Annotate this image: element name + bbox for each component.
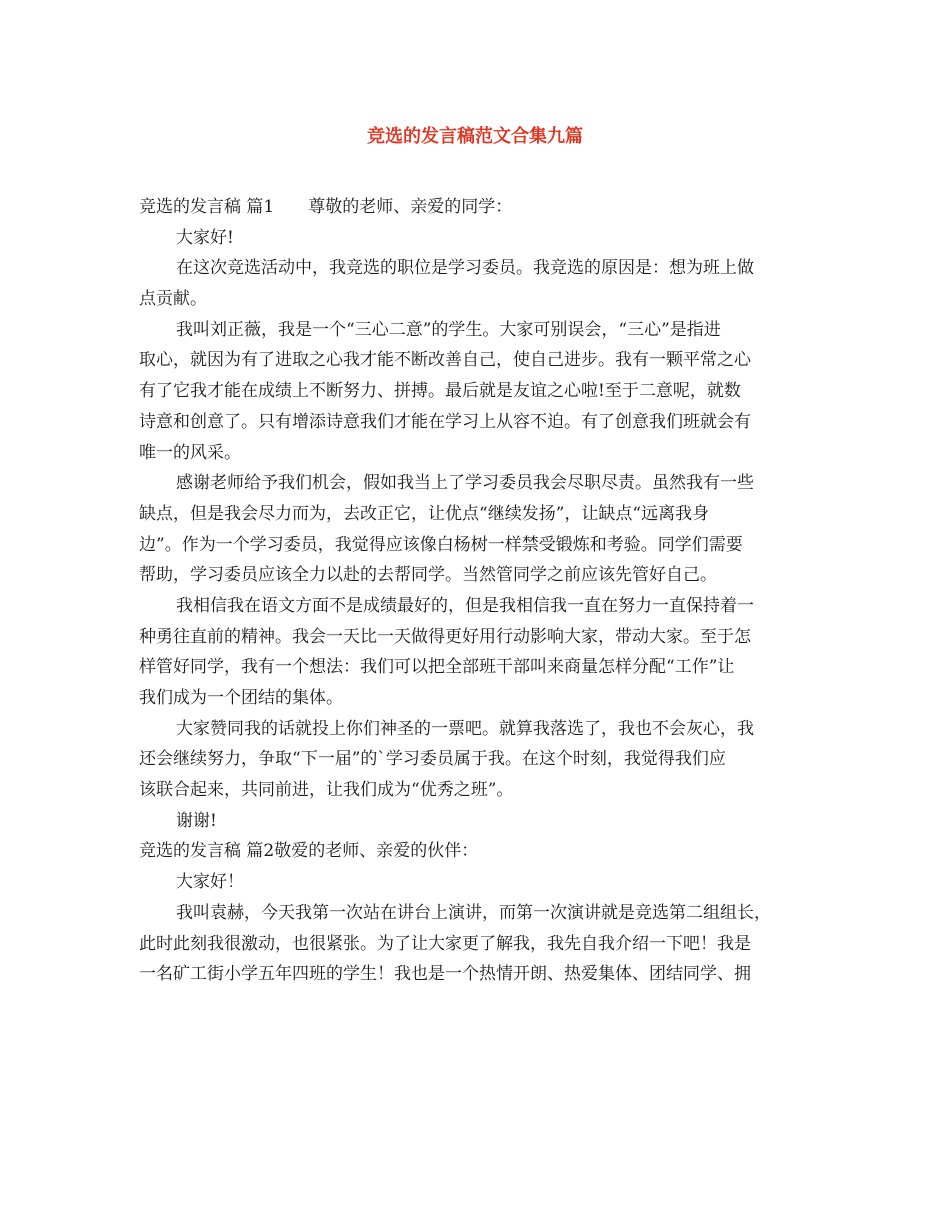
paragraph-line: 我叫刘正薇，我是一个“三心二意”的学生。大家可别误会，“三心”是指进 <box>176 319 721 340</box>
paragraph-line: 还会继续努力，争取“下一届”的`学习委员属于我。在这个时刻，我觉得我们应 <box>139 749 726 770</box>
paragraph-line: 缺点，但是我会尽力而为，去改正它，让优点“继续发扬”，让缺点“远离我身 <box>139 503 710 524</box>
paragraph-line: 大家好! <box>176 227 234 248</box>
paragraph-line: 我相信我在语文方面不是成绩最好的，但是我相信我一直在努力一直保持着一 <box>176 595 754 616</box>
paragraph-line: 在这次竞选活动中，我竞选的职位是学习委员。我竞选的原因是：想为班上做 <box>176 258 754 279</box>
paragraph-line: 帮助，学习委员应该全力以赴的去帮同学。当然管同学之前应该先管好自己。 <box>139 565 717 586</box>
paragraph-line: 感谢老师给予我们机会，假如我当上了学习委员我会尽职尽责。虽然我有一些 <box>176 473 754 494</box>
paragraph-line: 谢谢! <box>176 810 217 831</box>
paragraph-line: 点贡献。 <box>139 289 207 310</box>
paragraph-line: 此时此刻我很激动，也很紧张。为了让大家更了解我，我先自我介绍一下吧！我是 <box>139 933 751 954</box>
paragraph-line: 大家赞同我的话就投上你们神圣的一票吧。就算我落选了，我也不会灰心，我 <box>176 718 754 739</box>
paragraph-line: 唯一的风采。 <box>139 442 241 463</box>
document-body <box>139 192 815 990</box>
paragraph-line: 取心，就因为有了进取之心我才能不断改善自己，使自己进步。我有一颗平常之心 <box>139 350 751 371</box>
document-title: 竞选的发言稿范文合集九篇 <box>367 126 583 147</box>
paragraph-line: 种勇往直前的精神。我会一天比一天做得更好用行动影响大家，带动大家。至于怎 <box>139 626 751 647</box>
paragraph-line: 我叫袁赫，今天我第一次站在讲台上演讲，而第一次演讲就是竞选第二组组长， <box>176 902 771 923</box>
section-2-heading: 竞选的发言稿 篇2敬爱的老师、亲爱的伙伴： <box>139 841 479 862</box>
paragraph-line: 有了它我才能在成绩上不断努力、拼搏。最后就是友谊之心啦!至于二意呢，就数 <box>139 381 741 402</box>
section-1-heading: 竞选的发言稿 篇1 <box>139 197 275 217</box>
paragraph-line: 一名矿工街小学五年四班的学生！我也是一个热情开朗、热爱集体、团结同学、拥 <box>139 964 751 985</box>
paragraph-line: 样管好同学，我有一个想法：我们可以把全部班干部叫来商量怎样分配“工作”让 <box>139 657 735 678</box>
paragraph-line: 该联合起来，共同前进，让我们成为“优秀之班”。 <box>139 780 514 801</box>
paragraph-line: 诗意和创意了。只有增添诗意我们才能在学习上从容不迫。有了创意我们班就会有 <box>139 411 751 432</box>
paragraph-line: 我们成为一个团结的集体。 <box>139 688 343 708</box>
paragraph-line: 边”。作为一个学习委员，我觉得应该像白杨树一样禁受锻炼和考验。同学们需要 <box>139 534 743 555</box>
paragraph-line: 大家好！ <box>176 872 244 893</box>
section-1-heading-line <box>139 192 815 223</box>
section-1-salutation: 尊敬的老师、亲爱的同学： <box>308 197 513 217</box>
